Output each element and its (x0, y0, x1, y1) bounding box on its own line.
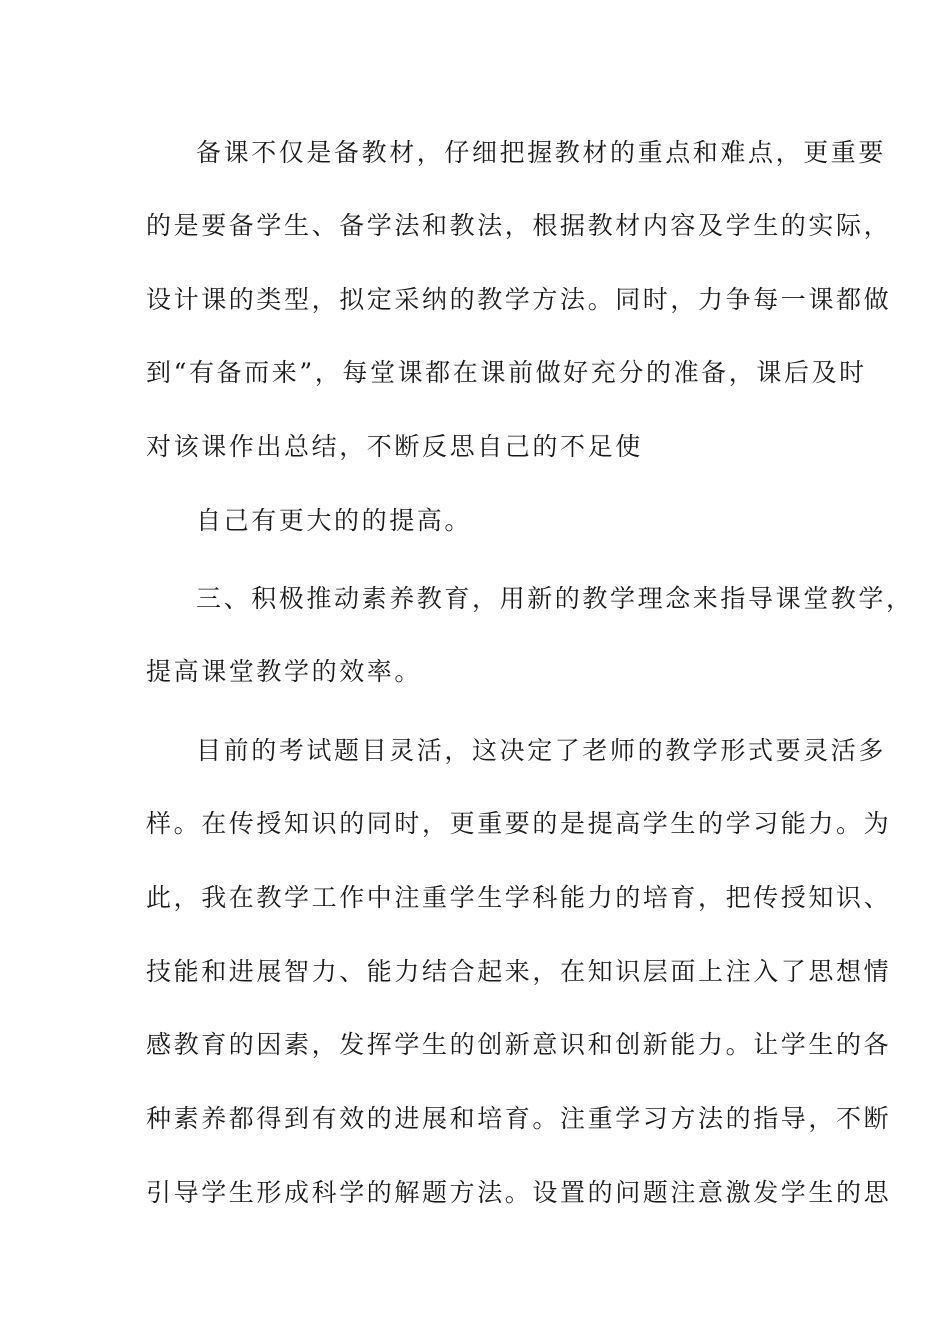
paragraph-line: 种素养都得到有效的进展和培育。注重学习方法的指导，不断 (146, 1104, 892, 1133)
paragraph-line: 样。在传授知识的同时，更重要的是提高学生的学习能力。为 (146, 809, 892, 838)
section-heading-line: 三、积极推动素养教育，用新的教学理念来指导课堂教学， (196, 584, 914, 613)
paragraph-line: 的是要备学生、备学法和教法，根据教材内容及学生的实际， (146, 211, 892, 240)
paragraph-line: 备课不仅是备教材，仔细把握教材的重点和难点，更重要 (196, 138, 887, 167)
paragraph-line: 此，我在教学工作中注重学生学科能力的培育，把传授知识、 (146, 883, 892, 912)
paragraph-line: 技能和进展智力、能力结合起来，在知识层面上注入了思想情 (146, 957, 892, 986)
paragraph-line: 自己有更大的的提高。 (196, 506, 473, 535)
paragraph-line: 目前的考试题目灵活，这决定了老师的教学形式要灵活多 (196, 736, 887, 765)
paragraph-line: 引导学生形成科学的解题方法。设置的问题注意激发学生的思 (146, 1178, 892, 1207)
paragraph-line: 到“有备而来”，每堂课都在课前做好充分的准备，课后及时 (146, 358, 867, 387)
paragraph-line: 感教育的因素，发挥学生的创新意识和创新能力。让学生的各 (146, 1030, 892, 1059)
paragraph-line: 设计课的类型，拟定采纳的教学方法。同时，力争每一课都做 (146, 285, 892, 314)
section-heading-line: 提高课堂教学的效率。 (146, 657, 423, 686)
paragraph-line: 对该课作出总结，不断反思自己的不足使 (146, 432, 643, 461)
